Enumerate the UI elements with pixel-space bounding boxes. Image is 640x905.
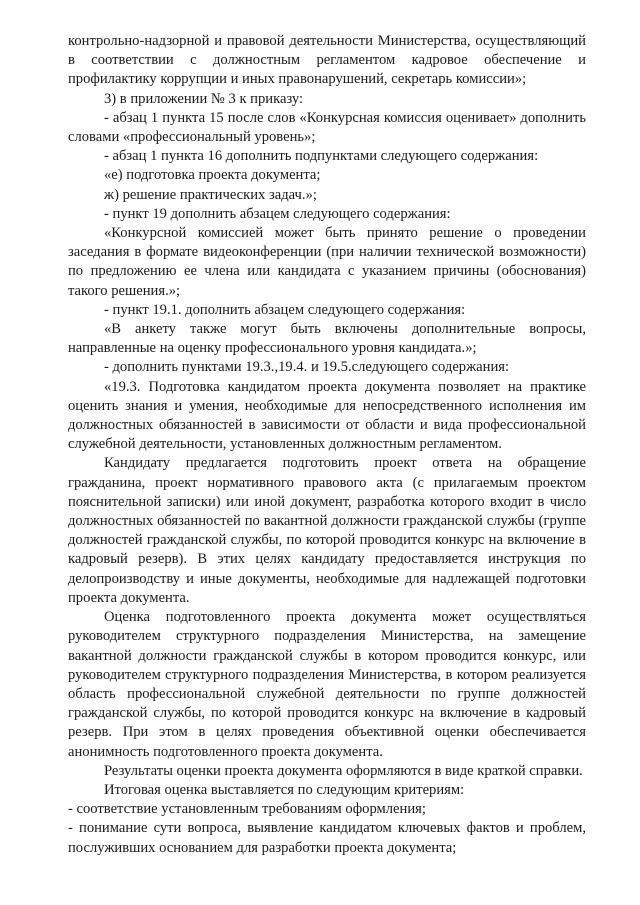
paragraph-appendix-3: 3) в приложении № 3 к приказу: <box>104 90 304 107</box>
paragraph-criterion-format: - соответствие установленным требованиям оформления; <box>68 801 426 818</box>
paragraph-subitem-zh: ж) решение практических задач.»; <box>104 186 317 203</box>
paragraph-criterion-understanding: - понимание сути вопроса, выявление кандидатом ключевых фактов и проблем, послуживших основанием для разработки проекта документа; <box>68 820 586 856</box>
paragraph-commission-secretary: контрольно-надзорной и правовой деятельности Министерства, осуществляющий в соответствии с должностным регламентом кадровое обеспечение и профилактику коррупции и иных правонарушений, секретарь комиссии»; <box>68 33 586 88</box>
paragraph-item-19-1: - пункт 19.1. дополнить абзацем следующего содержания: <box>104 301 466 318</box>
paragraph-item-15: - абзац 1 пункта 15 после слов «Конкурсная комиссия оценивает» дополнить словами «профессиональный уровень»; <box>68 109 586 146</box>
paragraph-19-3: «19.3. Подготовка кандидатом проекта документа позволяет на практике оценить знания и умения, необходимые для непосредственного исполнения им должностных обязанностей в зависимости от области и вида профессиональной служебной деятельности, установленных должностным регламентом. <box>68 378 586 453</box>
paragraph-results: Результаты оценки проекта документа оформляются в виде краткой справки. <box>104 762 583 779</box>
paragraph-questionnaire: «В анкету также могут быть включены дополнительные вопросы, направленные на оценку профессионального уровня кандидата.»; <box>68 321 586 357</box>
document-page <box>68 32 586 858</box>
paragraph-item-16: - абзац 1 пункта 16 дополнить подпунктами следующего содержания: <box>104 148 539 165</box>
paragraph-add-items: - дополнить пунктами 19.3.,19.4. и 19.5.следующего содержания: <box>104 359 510 376</box>
paragraph-candidate-task: Кандидату предлагается подготовить проект ответа на обращение гражданина, проект нормативного правового акта (с прилагаемым проектом пояснительной записки) или иной документ, разработка которого входит в число должностных обязанностей по вакантной должности гражданской службы (группе должностей гражданской службы, по которой проводится конкурс на включение в кадровый резерв). В этих целях кандидату предоставляется инструкция по делопроизводству и иные документы, необходимые для надлежащей подготовки проекта документа. <box>68 455 586 606</box>
paragraph-subitem-e: «е) подготовка проекта документа; <box>104 167 321 184</box>
paragraph-item-19: - пункт 19 дополнить абзацем следующего содержания: <box>104 205 451 222</box>
paragraph-final-criteria: Итоговая оценка выставляется по следующим критериям: <box>104 781 465 798</box>
paragraph-evaluation: Оценка подготовленного проекта документа может осуществляться руководителем структурного подразделения Министерства, на замещение вакантной должности гражданской службы в котором проводится конкурс, или руководителем структурного подразделения Министерства, в котором реализуется область профессиональной служебной деятельности по группе должностей гражданской службы, по которой проводится конкурс на включение в кадровый резерв. При этом в целях проведения объективной оценки обеспечивается анонимность подготовленного проекта документа. <box>68 609 586 760</box>
paragraph-videoconference: «Конкурсной комиссией может быть принято решение о проведении заседания в формате видеоконференции (при наличии технической возможности) по предложению ее члена или кандидата с указанием причины (обоснования) такого решения.»; <box>68 225 586 299</box>
